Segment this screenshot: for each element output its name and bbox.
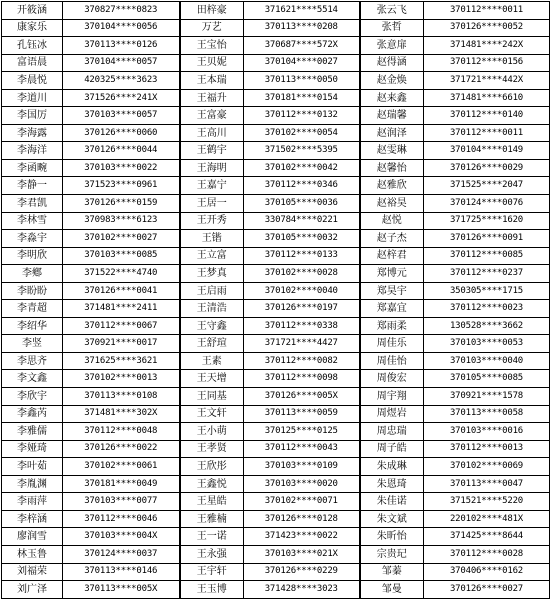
name-cell: 李明欣 bbox=[2, 247, 63, 265]
name-cell: 朱成琳 bbox=[360, 458, 424, 476]
table-row bbox=[2, 37, 550, 55]
id-cell: 370113****0208 bbox=[244, 19, 360, 37]
name-cell: 李雅儒 bbox=[2, 423, 63, 441]
id-cell: 371481****6610 bbox=[424, 89, 550, 107]
id-cell: 371526****241X bbox=[63, 89, 180, 107]
id-cell: 370112****0156 bbox=[424, 54, 550, 72]
name-cell: 王本瑞 bbox=[180, 72, 244, 90]
name-cell: 王守鑫 bbox=[180, 317, 244, 335]
table-row bbox=[2, 510, 550, 528]
id-cell: 371621****5514 bbox=[244, 2, 360, 20]
name-cell: 李国厉 bbox=[2, 107, 63, 125]
name-cell: 朱文斌 bbox=[360, 510, 424, 528]
name-cell: 林玉鲁 bbox=[2, 545, 63, 563]
id-cell: 370112****0011 bbox=[424, 124, 550, 142]
id-cell: 370112****0346 bbox=[244, 177, 360, 195]
id-cell: 370105****0036 bbox=[244, 195, 360, 213]
table-row bbox=[2, 282, 550, 300]
id-cell: 370126****0159 bbox=[63, 195, 180, 213]
id-cell: 371481****242X bbox=[424, 37, 550, 55]
id-cell: 370113****0146 bbox=[63, 563, 180, 581]
table-row bbox=[2, 388, 550, 406]
name-cell: 王鹤宇 bbox=[180, 142, 244, 160]
id-cell: 370112****0013 bbox=[424, 440, 550, 458]
name-cell: 王欣彤 bbox=[180, 458, 244, 476]
roster-body bbox=[2, 2, 550, 599]
name-cell: 田梓豪 bbox=[180, 2, 244, 20]
id-cell: 370112****0132 bbox=[244, 107, 360, 125]
id-cell: 371423****0022 bbox=[244, 528, 360, 546]
name-cell: 王玉博 bbox=[180, 581, 244, 599]
name-cell: 李叶茹 bbox=[2, 458, 63, 476]
id-cell: 370103****0085 bbox=[63, 247, 180, 265]
name-cell: 王宇轩 bbox=[180, 563, 244, 581]
id-cell: 330784****0221 bbox=[244, 212, 360, 230]
id-cell: 370921****0017 bbox=[63, 335, 180, 353]
name-cell: 王同基 bbox=[180, 388, 244, 406]
id-cell: 371481****2411 bbox=[63, 300, 180, 318]
table-row bbox=[2, 72, 550, 90]
name-cell: 周煜岩 bbox=[360, 405, 424, 423]
id-cell: 370103****0053 bbox=[424, 335, 550, 353]
name-cell: 李函畹 bbox=[2, 159, 63, 177]
id-cell: 370103****0020 bbox=[244, 475, 360, 493]
name-cell: 王小萌 bbox=[180, 423, 244, 441]
table-row bbox=[2, 317, 550, 335]
table-row bbox=[2, 423, 550, 441]
name-cell: 李鄕 bbox=[2, 265, 63, 283]
name-cell: 李海洋 bbox=[2, 142, 63, 160]
id-cell: 370102****0013 bbox=[63, 370, 180, 388]
name-cell: 李胤渊 bbox=[2, 475, 63, 493]
name-cell: 李道川 bbox=[2, 89, 63, 107]
name-cell: 李竖 bbox=[2, 335, 63, 353]
name-cell: 赵裕昊 bbox=[360, 195, 424, 213]
name-cell: 张哲 bbox=[360, 19, 424, 37]
id-cell: 371721****4427 bbox=[244, 335, 360, 353]
id-cell: 370126****0060 bbox=[63, 124, 180, 142]
table-row bbox=[2, 247, 550, 265]
name-cell: 李欣宇 bbox=[2, 388, 63, 406]
id-cell: 370105****0032 bbox=[244, 230, 360, 248]
id-cell: 370126****0044 bbox=[63, 142, 180, 160]
table-row bbox=[2, 195, 550, 213]
id-cell: 370126****0197 bbox=[244, 300, 360, 318]
name-cell: 王启雨 bbox=[180, 282, 244, 300]
id-cell: 370102****0028 bbox=[244, 265, 360, 283]
table-row bbox=[2, 107, 550, 125]
id-cell: 370103****021X bbox=[244, 545, 360, 563]
name-cell: 开筱涵 bbox=[2, 2, 63, 20]
name-cell: 赵得涵 bbox=[360, 54, 424, 72]
id-cell: 371721****442X bbox=[424, 72, 550, 90]
name-cell: 赵金焕 bbox=[360, 72, 424, 90]
name-cell: 王一诺 bbox=[180, 528, 244, 546]
name-cell: 朱恩琦 bbox=[360, 475, 424, 493]
id-cell: 371522****4740 bbox=[63, 265, 180, 283]
table-row bbox=[2, 545, 550, 563]
name-cell: 万艺 bbox=[180, 19, 244, 37]
name-cell: 邹曼 bbox=[360, 581, 424, 599]
name-cell: 周俊宏 bbox=[360, 370, 424, 388]
name-cell: 王舒瑄 bbox=[180, 335, 244, 353]
id-cell: 370126****005X bbox=[244, 388, 360, 406]
name-cell: 王福升 bbox=[180, 89, 244, 107]
table-row bbox=[2, 405, 550, 423]
name-cell: 王永强 bbox=[180, 545, 244, 563]
id-cell: 371481****302X bbox=[63, 405, 180, 423]
id-cell: 371725****1620 bbox=[424, 212, 550, 230]
id-cell: 370112****0140 bbox=[424, 107, 550, 125]
name-cell: 王文轩 bbox=[180, 405, 244, 423]
id-cell: 370112****0011 bbox=[424, 2, 550, 20]
name-cell: 朱佳诺 bbox=[360, 493, 424, 511]
id-cell: 370113****0108 bbox=[63, 388, 180, 406]
name-cell: 李绍华 bbox=[2, 317, 63, 335]
id-cell: 370103****0022 bbox=[63, 159, 180, 177]
name-cell: 李海露 bbox=[2, 124, 63, 142]
name-cell: 孔钰冰 bbox=[2, 37, 63, 55]
id-cell: 370126****0027 bbox=[424, 581, 550, 599]
name-cell: 邹蓁 bbox=[360, 563, 424, 581]
name-cell: 赵子杰 bbox=[360, 230, 424, 248]
name-cell: 李淼宇 bbox=[2, 230, 63, 248]
id-cell: 370126****0128 bbox=[244, 510, 360, 528]
id-cell: 370113****0126 bbox=[63, 37, 180, 55]
name-cell: 赵雅欣 bbox=[360, 177, 424, 195]
id-cell: 370112****0085 bbox=[424, 247, 550, 265]
name-cell: 周宇翔 bbox=[360, 388, 424, 406]
table-row bbox=[2, 493, 550, 511]
id-cell: 370112****0338 bbox=[244, 317, 360, 335]
name-cell: 李晨悦 bbox=[2, 72, 63, 90]
name-cell: 李梓涵 bbox=[2, 510, 63, 528]
id-cell: 370102****0042 bbox=[244, 159, 360, 177]
name-cell: 张云飞 bbox=[360, 2, 424, 20]
id-cell: 370112****0023 bbox=[424, 300, 550, 318]
name-cell: 刘福荣 bbox=[2, 563, 63, 581]
table-row bbox=[2, 2, 550, 20]
id-cell: 370827****0823 bbox=[63, 2, 180, 20]
name-cell: 刘广泽 bbox=[2, 581, 63, 599]
name-cell: 郑嘉宜 bbox=[360, 300, 424, 318]
id-cell: 370126****0022 bbox=[63, 440, 180, 458]
table-row bbox=[2, 159, 550, 177]
name-cell: 王立富 bbox=[180, 247, 244, 265]
table-row bbox=[2, 563, 550, 581]
id-cell: 370104****0027 bbox=[244, 54, 360, 72]
name-cell: 李君凯 bbox=[2, 195, 63, 213]
name-cell: 李鑫芮 bbox=[2, 405, 63, 423]
id-cell: 370983****6123 bbox=[63, 212, 180, 230]
name-cell: 王宝怡 bbox=[180, 37, 244, 55]
name-cell: 郑昊宇 bbox=[360, 282, 424, 300]
table-row bbox=[2, 528, 550, 546]
id-cell: 370103****0057 bbox=[63, 107, 180, 125]
id-cell: 371502****5395 bbox=[244, 142, 360, 160]
table-row bbox=[2, 440, 550, 458]
name-cell: 王鑫悦 bbox=[180, 475, 244, 493]
table-row bbox=[2, 89, 550, 107]
table-row bbox=[2, 475, 550, 493]
id-cell: 370113****005X bbox=[63, 581, 180, 599]
id-cell: 370113****0059 bbox=[244, 405, 360, 423]
id-cell: 370124****0076 bbox=[424, 195, 550, 213]
id-cell: 370103****0109 bbox=[244, 458, 360, 476]
table-row bbox=[2, 230, 550, 248]
name-cell: 富语晨 bbox=[2, 54, 63, 72]
name-cell: 王锴 bbox=[180, 230, 244, 248]
name-cell: 赵雯琳 bbox=[360, 142, 424, 160]
id-cell: 420325****3623 bbox=[63, 72, 180, 90]
name-cell: 王天增 bbox=[180, 370, 244, 388]
id-cell: 370406****0162 bbox=[424, 563, 550, 581]
id-cell: 370102****0027 bbox=[63, 230, 180, 248]
name-cell: 王星皓 bbox=[180, 493, 244, 511]
id-cell: 370104****0149 bbox=[424, 142, 550, 160]
id-cell: 370102****0061 bbox=[63, 458, 180, 476]
name-cell: 康家乐 bbox=[2, 19, 63, 37]
id-cell: 370104****0057 bbox=[63, 54, 180, 72]
name-cell: 王海明 bbox=[180, 159, 244, 177]
name-cell: 李雨萍 bbox=[2, 493, 63, 511]
id-cell: 220102****481X bbox=[424, 510, 550, 528]
table-row bbox=[2, 177, 550, 195]
id-cell: 370112****0028 bbox=[424, 545, 550, 563]
name-cell: 王梦真 bbox=[180, 265, 244, 283]
name-cell: 周佳乐 bbox=[360, 335, 424, 353]
id-cell: 370112****0043 bbox=[244, 440, 360, 458]
name-cell: 李静一 bbox=[2, 177, 63, 195]
name-cell: 李青超 bbox=[2, 300, 63, 318]
name-cell: 王居一 bbox=[180, 195, 244, 213]
id-cell: 370102****0071 bbox=[244, 493, 360, 511]
name-cell: 郑雨柔 bbox=[360, 317, 424, 335]
name-cell: 王开秀 bbox=[180, 212, 244, 230]
id-cell: 370126****0041 bbox=[63, 282, 180, 300]
name-cell: 周忠瑞 bbox=[360, 423, 424, 441]
id-cell: 370112****0067 bbox=[63, 317, 180, 335]
name-cell: 宗贵玘 bbox=[360, 545, 424, 563]
table-row bbox=[2, 370, 550, 388]
id-cell: 370103****0040 bbox=[424, 352, 550, 370]
name-cell: 赵润泽 bbox=[360, 124, 424, 142]
name-cell: 周子皓 bbox=[360, 440, 424, 458]
name-cell: 赵悦 bbox=[360, 212, 424, 230]
id-cell: 370125****0125 bbox=[244, 423, 360, 441]
name-cell: 王素 bbox=[180, 352, 244, 370]
name-cell: 王富豪 bbox=[180, 107, 244, 125]
name-cell: 李思齐 bbox=[2, 352, 63, 370]
id-cell: 371523****0961 bbox=[63, 177, 180, 195]
name-cell: 王高川 bbox=[180, 124, 244, 142]
name-cell: 赵馨怡 bbox=[360, 159, 424, 177]
table-row bbox=[2, 265, 550, 283]
id-cell: 370126****0052 bbox=[424, 19, 550, 37]
id-cell: 370124****0037 bbox=[63, 545, 180, 563]
name-cell: 王清浩 bbox=[180, 300, 244, 318]
table-row bbox=[2, 458, 550, 476]
name-cell: 王贝妮 bbox=[180, 54, 244, 72]
id-cell: 371428****3023 bbox=[244, 581, 360, 599]
id-cell: 371625****3621 bbox=[63, 352, 180, 370]
id-cell: 371425****8644 bbox=[424, 528, 550, 546]
id-cell: 370181****0154 bbox=[244, 89, 360, 107]
table-row bbox=[2, 19, 550, 37]
name-cell: 朱昕怡 bbox=[360, 528, 424, 546]
name-cell: 王嘉宁 bbox=[180, 177, 244, 195]
name-cell: 张意扉 bbox=[360, 37, 424, 55]
id-cell: 370126****0091 bbox=[424, 230, 550, 248]
id-cell: 370112****0046 bbox=[63, 510, 180, 528]
id-cell: 370112****0098 bbox=[244, 370, 360, 388]
name-cell: 赵来鑫 bbox=[360, 89, 424, 107]
id-cell: 370102****0069 bbox=[424, 458, 550, 476]
id-cell: 370126****0229 bbox=[244, 563, 360, 581]
id-cell: 370687****572X bbox=[244, 37, 360, 55]
table-row bbox=[2, 300, 550, 318]
table-row bbox=[2, 212, 550, 230]
id-cell: 370104****0056 bbox=[63, 19, 180, 37]
roster-table bbox=[1, 1, 550, 599]
name-cell: 李娅琦 bbox=[2, 440, 63, 458]
id-cell: 370112****0133 bbox=[244, 247, 360, 265]
table-row bbox=[2, 142, 550, 160]
name-cell: 王雅楠 bbox=[180, 510, 244, 528]
name-cell: 周佳怡 bbox=[360, 352, 424, 370]
id-cell: 370181****0049 bbox=[63, 475, 180, 493]
id-cell: 370112****0082 bbox=[244, 352, 360, 370]
id-cell: 370921****1578 bbox=[424, 388, 550, 406]
id-cell: 370103****0016 bbox=[424, 423, 550, 441]
table-row bbox=[2, 54, 550, 72]
id-cell: 370112****0048 bbox=[63, 423, 180, 441]
name-cell: 李文鑫 bbox=[2, 370, 63, 388]
id-cell: 350305****1715 bbox=[424, 282, 550, 300]
id-cell: 370102****0040 bbox=[244, 282, 360, 300]
name-cell: 廖润雪 bbox=[2, 528, 63, 546]
id-cell: 370126****0029 bbox=[424, 159, 550, 177]
name-cell: 李盼盼 bbox=[2, 282, 63, 300]
id-cell: 371525****2047 bbox=[424, 177, 550, 195]
id-cell: 370113****0058 bbox=[424, 405, 550, 423]
table-row bbox=[2, 335, 550, 353]
id-cell: 370103****0077 bbox=[63, 493, 180, 511]
name-cell: 王孝贤 bbox=[180, 440, 244, 458]
table-row bbox=[2, 352, 550, 370]
id-cell: 370112****0237 bbox=[424, 265, 550, 283]
name-cell: 李林雪 bbox=[2, 212, 63, 230]
name-cell: 郑博元 bbox=[360, 265, 424, 283]
name-cell: 赵梓君 bbox=[360, 247, 424, 265]
table-row bbox=[2, 581, 550, 599]
id-cell: 370113****0050 bbox=[244, 72, 360, 90]
id-cell: 370103****004X bbox=[63, 528, 180, 546]
id-cell: 130528****3662 bbox=[424, 317, 550, 335]
id-cell: 370105****0085 bbox=[424, 370, 550, 388]
table-row bbox=[2, 124, 550, 142]
id-cell: 370102****0054 bbox=[244, 124, 360, 142]
name-cell: 赵瑞馨 bbox=[360, 107, 424, 125]
id-cell: 371521****5220 bbox=[424, 493, 550, 511]
id-cell: 370113****0047 bbox=[424, 475, 550, 493]
